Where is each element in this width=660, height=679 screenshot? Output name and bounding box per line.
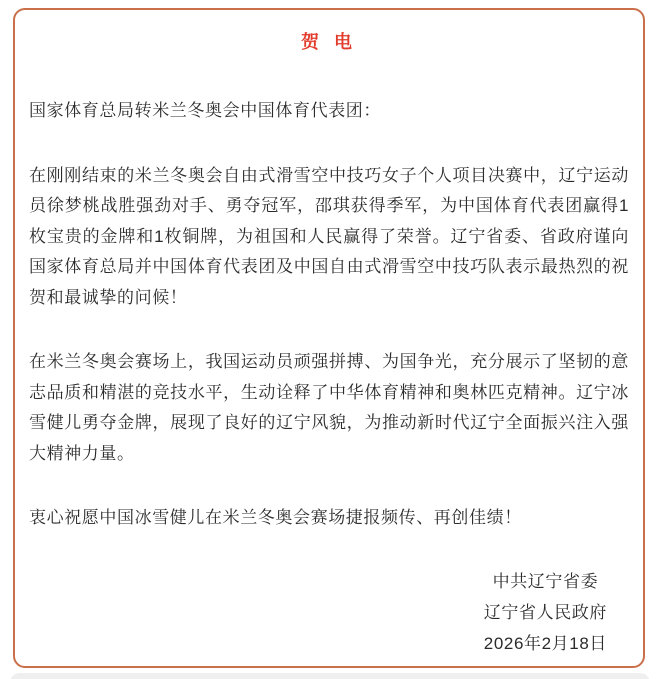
signature-date: 2026年2月18日 — [483, 633, 607, 653]
body-paragraph-3: 衷心祝愿中国冰雪健儿在米兰冬奥会赛场捷报频传、再创佳绩！ — [29, 508, 522, 527]
next-card-top-edge — [10, 673, 650, 679]
body-paragraph-1: 在刚刚结束的米兰冬奥会自由式滑雪空中技巧女子个人项目决赛中，辽宁运动员徐梦桃战胜强劲对手、勇夺冠军，邵琪获得季军，为中国体育代表团赢得1枚宝贵的金牌和1枚铜牌，为祖国和人民赢得了荣誉。辽宁省委、省政府谨向国家体育总局并中国体育代表团及中国自由式滑雪空中技巧队表示最热烈的祝贺和最诚挚的问候！ — [29, 165, 629, 307]
document-title: 贺 电 — [300, 32, 357, 52]
salutation-line: 国家体育总局转米兰冬奥会中国体育代表团： — [29, 101, 381, 120]
congratulatory-telegram-card — [13, 8, 645, 668]
body-paragraph-2: 在米兰冬奥会赛场上，我国运动员顽强拼搏、为国争光，充分展示了坚韧的意志品质和精湛的竞技水平，生动诠释了中华体育精神和奥林匹克精神。辽宁冰雪健儿勇夺金牌，展现了良好的辽宁风貌，为推动新时代辽宁全面振兴注入强大精神力量。 — [29, 352, 629, 463]
signature-line-provincial-government: 辽宁省人民政府 — [483, 602, 607, 622]
signature-block — [484, 566, 607, 659]
signature-line-party-committee: 中共辽宁省委 — [492, 571, 599, 591]
